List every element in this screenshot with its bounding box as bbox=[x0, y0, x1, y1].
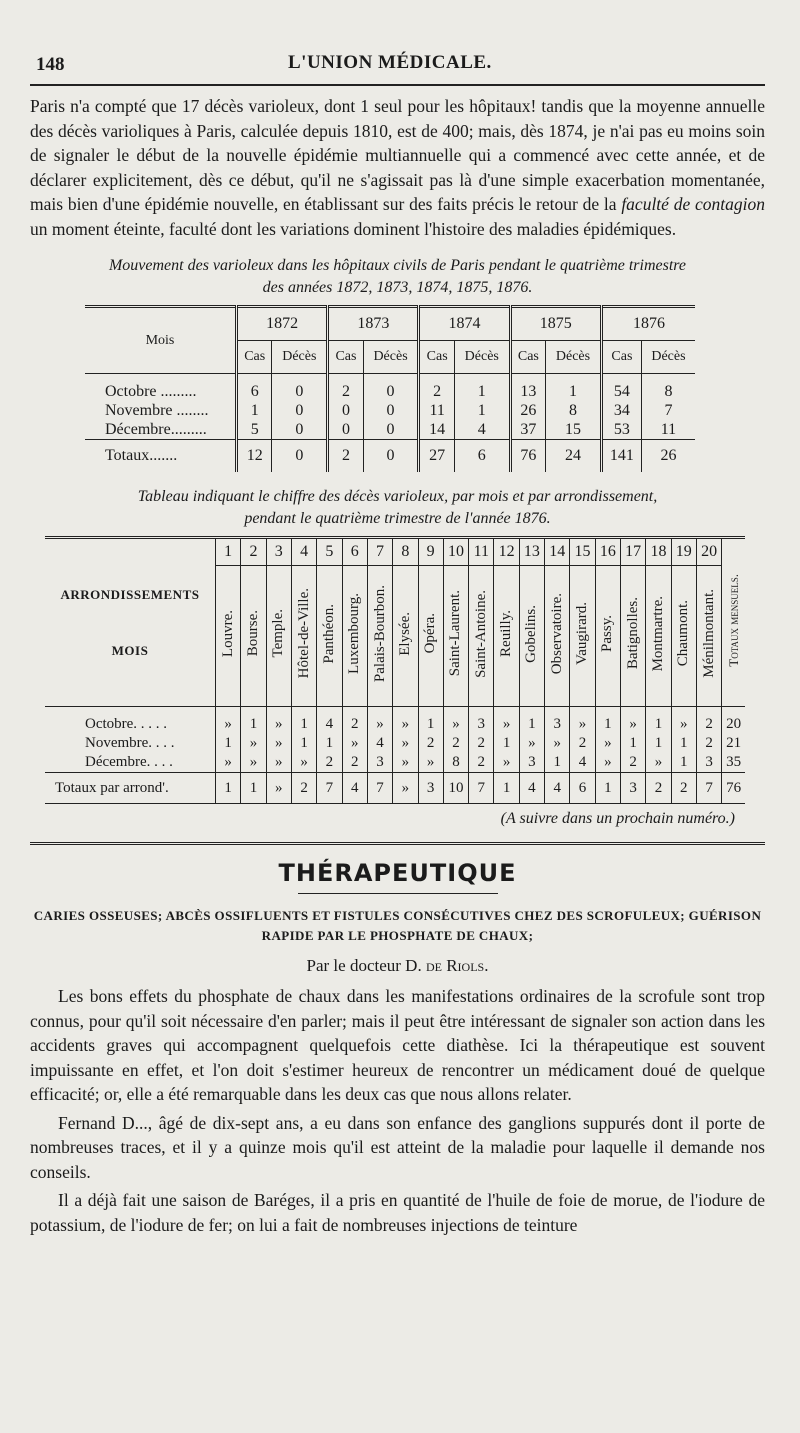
total-cell: 6 bbox=[454, 440, 510, 473]
arrondissement-name-cell bbox=[494, 566, 519, 707]
arrondissement-name: Saint-Laurent. bbox=[447, 590, 464, 677]
arrondissement-name-cell bbox=[519, 566, 544, 707]
total-cell: 3 bbox=[621, 773, 646, 804]
arrondissement-number: 5 bbox=[317, 538, 342, 566]
table1-caption bbox=[30, 255, 765, 299]
cell: » bbox=[545, 734, 570, 753]
cell: 1 bbox=[454, 382, 510, 401]
total-cell: 1 bbox=[494, 773, 519, 804]
total-cell: 7 bbox=[696, 773, 721, 804]
cell: » bbox=[494, 715, 519, 734]
row-total: 35 bbox=[722, 753, 745, 773]
row-total: 21 bbox=[722, 734, 745, 753]
arrondissement-name-cell bbox=[671, 566, 696, 707]
arrondissement-name-cell bbox=[545, 566, 570, 707]
arrondissement-number: 1 bbox=[216, 538, 241, 566]
body-paragraph: Il a déjà fait une saison de Baréges, il a pris en quantité de l'huile de foie de morue, de l'iodure de potassium, de l'iodure de fer; on lui a fait de nombreuses injections de teinture bbox=[30, 1190, 765, 1235]
cell: 1 bbox=[291, 734, 316, 753]
cell: 1 bbox=[418, 715, 443, 734]
total-cell: 27 bbox=[419, 440, 454, 473]
arrondissement-name: Reuilly. bbox=[498, 610, 515, 657]
cell: » bbox=[216, 715, 241, 734]
table1-caption-line1: Mouvement des varioleux dans les hôpitaux civils de Paris pendant le quatrième trimestre bbox=[108, 257, 687, 274]
total-cell: 1 bbox=[241, 773, 266, 804]
section-title-rule bbox=[298, 893, 498, 894]
table-row bbox=[85, 401, 695, 420]
cell: 2 bbox=[469, 734, 494, 753]
totals-label: Totaux....... bbox=[85, 440, 237, 473]
cell: 1 bbox=[519, 715, 544, 734]
total-cell: 2 bbox=[328, 440, 363, 473]
journal-page bbox=[30, 48, 765, 1237]
article-title: CARIES OSSEUSES; ABCÈS OSSIFLUENTS ET FISTULES CONSÉCUTIVES CHEZ DES SCROFULEUX; GUÉRISON RAPIDE PAR LE PHOSPHATE DE CHAUX; bbox=[33, 908, 762, 943]
cell: » bbox=[393, 734, 418, 753]
cell: » bbox=[570, 715, 595, 734]
arrondissement-name-cell bbox=[291, 566, 316, 707]
cell: 53 bbox=[601, 420, 641, 440]
cell: 34 bbox=[601, 401, 641, 420]
table-row bbox=[85, 382, 695, 401]
body-paragraph: Les bons effets du phosphate de chaux dans les manifestations ordinaires de la scrofule sont trop connus, pour qu'il soit nécessaire d'en parler; mais il peut être intéressant de signaler son action dans les accidents graves qui accompagnent quelquefois cette diathèse. Ici la thérapeutique est souvent impuissante en effet, et l'on doit s'estimer heureux de rencontrer un médicament doué de quelque efficacité; or, elle a été remarquable dans les deux cas que nous allons relater. bbox=[30, 986, 765, 1104]
total-cell: 76 bbox=[510, 440, 545, 473]
cell: 6 bbox=[237, 382, 272, 401]
total-cell: 2 bbox=[671, 773, 696, 804]
cell: 1 bbox=[317, 734, 342, 753]
cell: 4 bbox=[367, 734, 392, 753]
arrondissement-name-cell bbox=[621, 566, 646, 707]
year-header: 1876 bbox=[601, 307, 695, 341]
cell: 1 bbox=[671, 734, 696, 753]
cell: 0 bbox=[328, 420, 363, 440]
intro-paragraph bbox=[30, 94, 765, 241]
cell: 1 bbox=[646, 734, 671, 753]
cell: 1 bbox=[546, 382, 602, 401]
total-cell: 12 bbox=[237, 440, 272, 473]
cell: 1 bbox=[494, 734, 519, 753]
year-header: 1873 bbox=[328, 307, 419, 341]
table-row bbox=[45, 734, 745, 753]
cell: 0 bbox=[363, 382, 419, 401]
cell: » bbox=[241, 734, 266, 753]
arrondissement-number: 15 bbox=[570, 538, 595, 566]
arrondissement-name-cell bbox=[418, 566, 443, 707]
cell: 2 bbox=[317, 753, 342, 773]
cell: » bbox=[418, 753, 443, 773]
arrondissement-name-cell bbox=[469, 566, 494, 707]
totals-col-top bbox=[722, 538, 745, 707]
cell: 7 bbox=[641, 401, 695, 420]
total-cell: 1 bbox=[216, 773, 241, 804]
col-cas: Cas bbox=[510, 341, 545, 374]
total-cell: 4 bbox=[545, 773, 570, 804]
cell: 3 bbox=[469, 715, 494, 734]
cell: 8 bbox=[546, 401, 602, 420]
arrondissement-name: Louvre. bbox=[219, 609, 236, 658]
arrondissement-name: Observatoire. bbox=[548, 592, 565, 675]
arrondissement-name: Montmartre. bbox=[649, 595, 666, 672]
cell: » bbox=[621, 715, 646, 734]
cell: 37 bbox=[510, 420, 545, 440]
arrondissement-number: 17 bbox=[621, 538, 646, 566]
cell: » bbox=[393, 715, 418, 734]
arrondissement-number: 13 bbox=[519, 538, 544, 566]
cell: 1 bbox=[545, 753, 570, 773]
cell: 1 bbox=[237, 401, 272, 420]
cell: 1 bbox=[291, 715, 316, 734]
cell: » bbox=[342, 734, 367, 753]
cell: 5 bbox=[237, 420, 272, 440]
month-label: Décembre. . . . bbox=[85, 754, 173, 770]
cell: 2 bbox=[696, 715, 721, 734]
author-name: de Riols. bbox=[425, 956, 489, 975]
table2-caption-line1: Tableau indiquant le chiffre des décès varioleux, par mois et par arrondissement, bbox=[137, 488, 658, 505]
total-cell: 4 bbox=[342, 773, 367, 804]
arrondissement-name-cell bbox=[317, 566, 342, 707]
total-cell: 24 bbox=[546, 440, 602, 473]
totals-label: Totaux par arrond'. bbox=[45, 773, 216, 804]
arrondissement-name: Vaugirard. bbox=[574, 602, 591, 665]
arrondissement-number: 18 bbox=[646, 538, 671, 566]
journal-title: L'UNION MÉDICALE. bbox=[288, 52, 492, 73]
section-title: THÉRAPEUTIQUE bbox=[278, 859, 517, 887]
cell: 3 bbox=[696, 753, 721, 773]
cell: 3 bbox=[519, 753, 544, 773]
table-row bbox=[45, 753, 745, 773]
cell: 0 bbox=[272, 420, 328, 440]
arrondissement-name: Batignolles. bbox=[624, 597, 641, 670]
arrondissement-name: Ménilmontant. bbox=[700, 589, 717, 678]
arrondissement-number: 11 bbox=[469, 538, 494, 566]
cell: 2 bbox=[328, 382, 363, 401]
arrondissement-number: 20 bbox=[696, 538, 721, 566]
cell: 1 bbox=[595, 715, 620, 734]
total-cell: 141 bbox=[601, 440, 641, 473]
arrondissement-number: 6 bbox=[342, 538, 367, 566]
arrondissement-name: Luxembourg. bbox=[346, 593, 363, 674]
page-number: 148 bbox=[36, 54, 65, 75]
table-deces-arrondissement bbox=[45, 536, 745, 804]
total-cell: » bbox=[393, 773, 418, 804]
cell: 4 bbox=[454, 420, 510, 440]
cell: 1 bbox=[646, 715, 671, 734]
cell: 1 bbox=[621, 734, 646, 753]
cell: » bbox=[646, 753, 671, 773]
cell: » bbox=[443, 715, 468, 734]
cell: » bbox=[671, 715, 696, 734]
table-varioleux-hopitaux bbox=[85, 305, 695, 472]
arrondissement-name: Hôtel-de-Ville. bbox=[295, 588, 312, 679]
total-cell: » bbox=[266, 773, 291, 804]
year-header: 1875 bbox=[510, 307, 601, 341]
cell: 3 bbox=[367, 753, 392, 773]
arrondissement-name-cell bbox=[216, 566, 241, 707]
cell: 2 bbox=[443, 734, 468, 753]
col-deces: Décès bbox=[641, 341, 695, 374]
arrondissement-number: 8 bbox=[393, 538, 418, 566]
total-cell: 0 bbox=[272, 440, 328, 473]
arrondissement-name: Elysée. bbox=[396, 611, 413, 656]
cell: 4 bbox=[570, 753, 595, 773]
total-cell: 0 bbox=[363, 440, 419, 473]
total-cell: 26 bbox=[641, 440, 695, 473]
cell: 2 bbox=[342, 753, 367, 773]
cell: 2 bbox=[696, 734, 721, 753]
totals-mensuels-header: Totaux mensuels. bbox=[725, 573, 741, 667]
cell: 8 bbox=[443, 753, 468, 773]
arrondissement-name: Panthéon. bbox=[320, 603, 337, 664]
totals-row bbox=[85, 440, 695, 473]
total-cell: 6 bbox=[570, 773, 595, 804]
cell: 1 bbox=[216, 734, 241, 753]
arrondissement-name-cell bbox=[595, 566, 620, 707]
total-cell: 4 bbox=[519, 773, 544, 804]
arrondissement-name-cell bbox=[570, 566, 595, 707]
header-rule bbox=[30, 84, 765, 86]
cell: » bbox=[393, 753, 418, 773]
total-cell: 2 bbox=[646, 773, 671, 804]
arrondissement-number: 7 bbox=[367, 538, 392, 566]
cell: 0 bbox=[363, 401, 419, 420]
table2-caption bbox=[30, 486, 765, 530]
cell: » bbox=[367, 715, 392, 734]
total-cell: 10 bbox=[443, 773, 468, 804]
arrondissement-number: 19 bbox=[671, 538, 696, 566]
arrondissement-number: 16 bbox=[595, 538, 620, 566]
col-deces: Décès bbox=[546, 341, 602, 374]
month-label: Octobre. . . . . bbox=[85, 716, 168, 732]
cell: 0 bbox=[363, 420, 419, 440]
cell: » bbox=[519, 734, 544, 753]
arrondissement-name: Saint-Antoine. bbox=[472, 589, 489, 678]
col-cas: Cas bbox=[328, 341, 363, 374]
total-cell: 1 bbox=[595, 773, 620, 804]
table2-corner bbox=[45, 538, 216, 707]
year-header: 1872 bbox=[237, 307, 328, 341]
cell: 0 bbox=[328, 401, 363, 420]
cell: 1 bbox=[454, 401, 510, 420]
cell: » bbox=[241, 753, 266, 773]
cell: » bbox=[216, 753, 241, 773]
section-rule bbox=[30, 842, 765, 845]
cell: 1 bbox=[241, 715, 266, 734]
arrondissement-name: Passy. bbox=[599, 615, 616, 652]
arrondissement-number: 10 bbox=[443, 538, 468, 566]
cell: 0 bbox=[272, 401, 328, 420]
cell: 0 bbox=[272, 382, 328, 401]
arrondissement-number: 12 bbox=[494, 538, 519, 566]
year-header: 1874 bbox=[419, 307, 510, 341]
arrondissement-name: Chaumont. bbox=[675, 600, 692, 667]
cell: 54 bbox=[601, 382, 641, 401]
arrondissement-name-cell bbox=[443, 566, 468, 707]
cell: 2 bbox=[419, 382, 454, 401]
cell: » bbox=[266, 753, 291, 773]
month-label: Octobre ......... bbox=[105, 382, 197, 400]
col-cas: Cas bbox=[237, 341, 272, 374]
mois-label: MOIS bbox=[111, 642, 149, 658]
total-cell: 7 bbox=[367, 773, 392, 804]
arrondissement-name-cell bbox=[696, 566, 721, 707]
cell: 11 bbox=[641, 420, 695, 440]
cell: » bbox=[595, 753, 620, 773]
arrondissement-name-cell bbox=[342, 566, 367, 707]
total-cell: 2 bbox=[291, 773, 316, 804]
total-cell: 3 bbox=[418, 773, 443, 804]
cell: 26 bbox=[510, 401, 545, 420]
byline bbox=[30, 956, 765, 976]
table1-row-header: Mois bbox=[145, 332, 175, 348]
col-deces: Décès bbox=[454, 341, 510, 374]
arrondissement-name: Opéra. bbox=[422, 613, 439, 654]
running-head bbox=[30, 48, 765, 78]
arrondissement-number: 9 bbox=[418, 538, 443, 566]
byline-prefix: Par le docteur D. bbox=[306, 956, 426, 975]
cell: 2 bbox=[342, 715, 367, 734]
table-row bbox=[85, 420, 695, 440]
cell: » bbox=[266, 734, 291, 753]
cell: 2 bbox=[570, 734, 595, 753]
cell: 1 bbox=[671, 753, 696, 773]
arrondissements-label: ARRONDISSEMENTS bbox=[60, 586, 200, 602]
body-paragraph: Fernand D..., âgé de dix-sept ans, a eu dans son enfance des ganglions suppurés dont il porte de nombreuses traces, et il y a quinze mois qu'il est atteint de la maladie pour laquelle il demande nos conseils. bbox=[30, 1112, 765, 1182]
arrondissement-name: Bourse. bbox=[244, 610, 261, 657]
table-row bbox=[45, 715, 745, 734]
intro-italic: faculté de contagion bbox=[621, 194, 765, 214]
totals-row bbox=[45, 773, 745, 804]
total-cell: 7 bbox=[469, 773, 494, 804]
col-cas: Cas bbox=[601, 341, 641, 374]
arrondissement-name: Palais-Bourbon. bbox=[371, 584, 388, 683]
cell: 2 bbox=[621, 753, 646, 773]
arrondissement-name: Gobelins. bbox=[523, 604, 540, 663]
grand-total: 76 bbox=[722, 773, 745, 804]
intro-text-2: un moment éteinte, faculté dont les variations dominent l'histoire des maladies épidémiques. bbox=[30, 218, 677, 239]
intro-text-1: Paris n'a compté que 17 décès varioleux, dont 1 seul pour les hôpitaux! tandis que la moyenne annuelle des décès varioliques à Paris, calculée depuis 1810, est de 400; mais, dès 1874, je n'ai pas eu moins soin de signaler le début de la nouvelle épidémie multiannuelle qui a commencé avec cette année, et de déclarer explicitement, dès ce début, qu'il ne s'agissait pas là d'une simple exacerbation momentanée, mais bien d'une épidémie nouvelle, en établissant sur des faits précis le retour de la bbox=[30, 96, 765, 214]
cell: 2 bbox=[418, 734, 443, 753]
to-follow-note: (A suivre dans un prochain numéro.) bbox=[500, 810, 735, 827]
cell: » bbox=[266, 715, 291, 734]
month-label: Novembre. . . . bbox=[85, 735, 175, 751]
arrondissement-number: 2 bbox=[241, 538, 266, 566]
arrondissement-number: 4 bbox=[291, 538, 316, 566]
cell: » bbox=[595, 734, 620, 753]
month-label: Novembre ........ bbox=[105, 401, 209, 419]
col-cas: Cas bbox=[419, 341, 454, 374]
row-total: 20 bbox=[722, 715, 745, 734]
arrondissement-number: 3 bbox=[266, 538, 291, 566]
cell: 11 bbox=[419, 401, 454, 420]
cell: 13 bbox=[510, 382, 545, 401]
table1-caption-line2: des années 1872, 1873, 1874, 1875, 1876. bbox=[262, 279, 533, 296]
arrondissement-name: Temple. bbox=[270, 609, 287, 658]
cell: 3 bbox=[545, 715, 570, 734]
cell: » bbox=[291, 753, 316, 773]
arrondissement-name-cell bbox=[241, 566, 266, 707]
cell: 4 bbox=[317, 715, 342, 734]
col-deces: Décès bbox=[363, 341, 419, 374]
total-cell: 7 bbox=[317, 773, 342, 804]
arrondissement-name-cell bbox=[266, 566, 291, 707]
cell: 15 bbox=[546, 420, 602, 440]
arrondissement-name-cell bbox=[393, 566, 418, 707]
cell: » bbox=[494, 753, 519, 773]
arrondissement-name-cell bbox=[367, 566, 392, 707]
table2-caption-line2: pendant le quatrième trimestre de l'année 1876. bbox=[244, 510, 551, 527]
cell: 14 bbox=[419, 420, 454, 440]
arrondissement-name-cell bbox=[646, 566, 671, 707]
col-deces: Décès bbox=[272, 341, 328, 374]
cell: 8 bbox=[641, 382, 695, 401]
month-label: Décembre......... bbox=[105, 420, 207, 438]
cell: 2 bbox=[469, 753, 494, 773]
arrondissement-number: 14 bbox=[545, 538, 570, 566]
